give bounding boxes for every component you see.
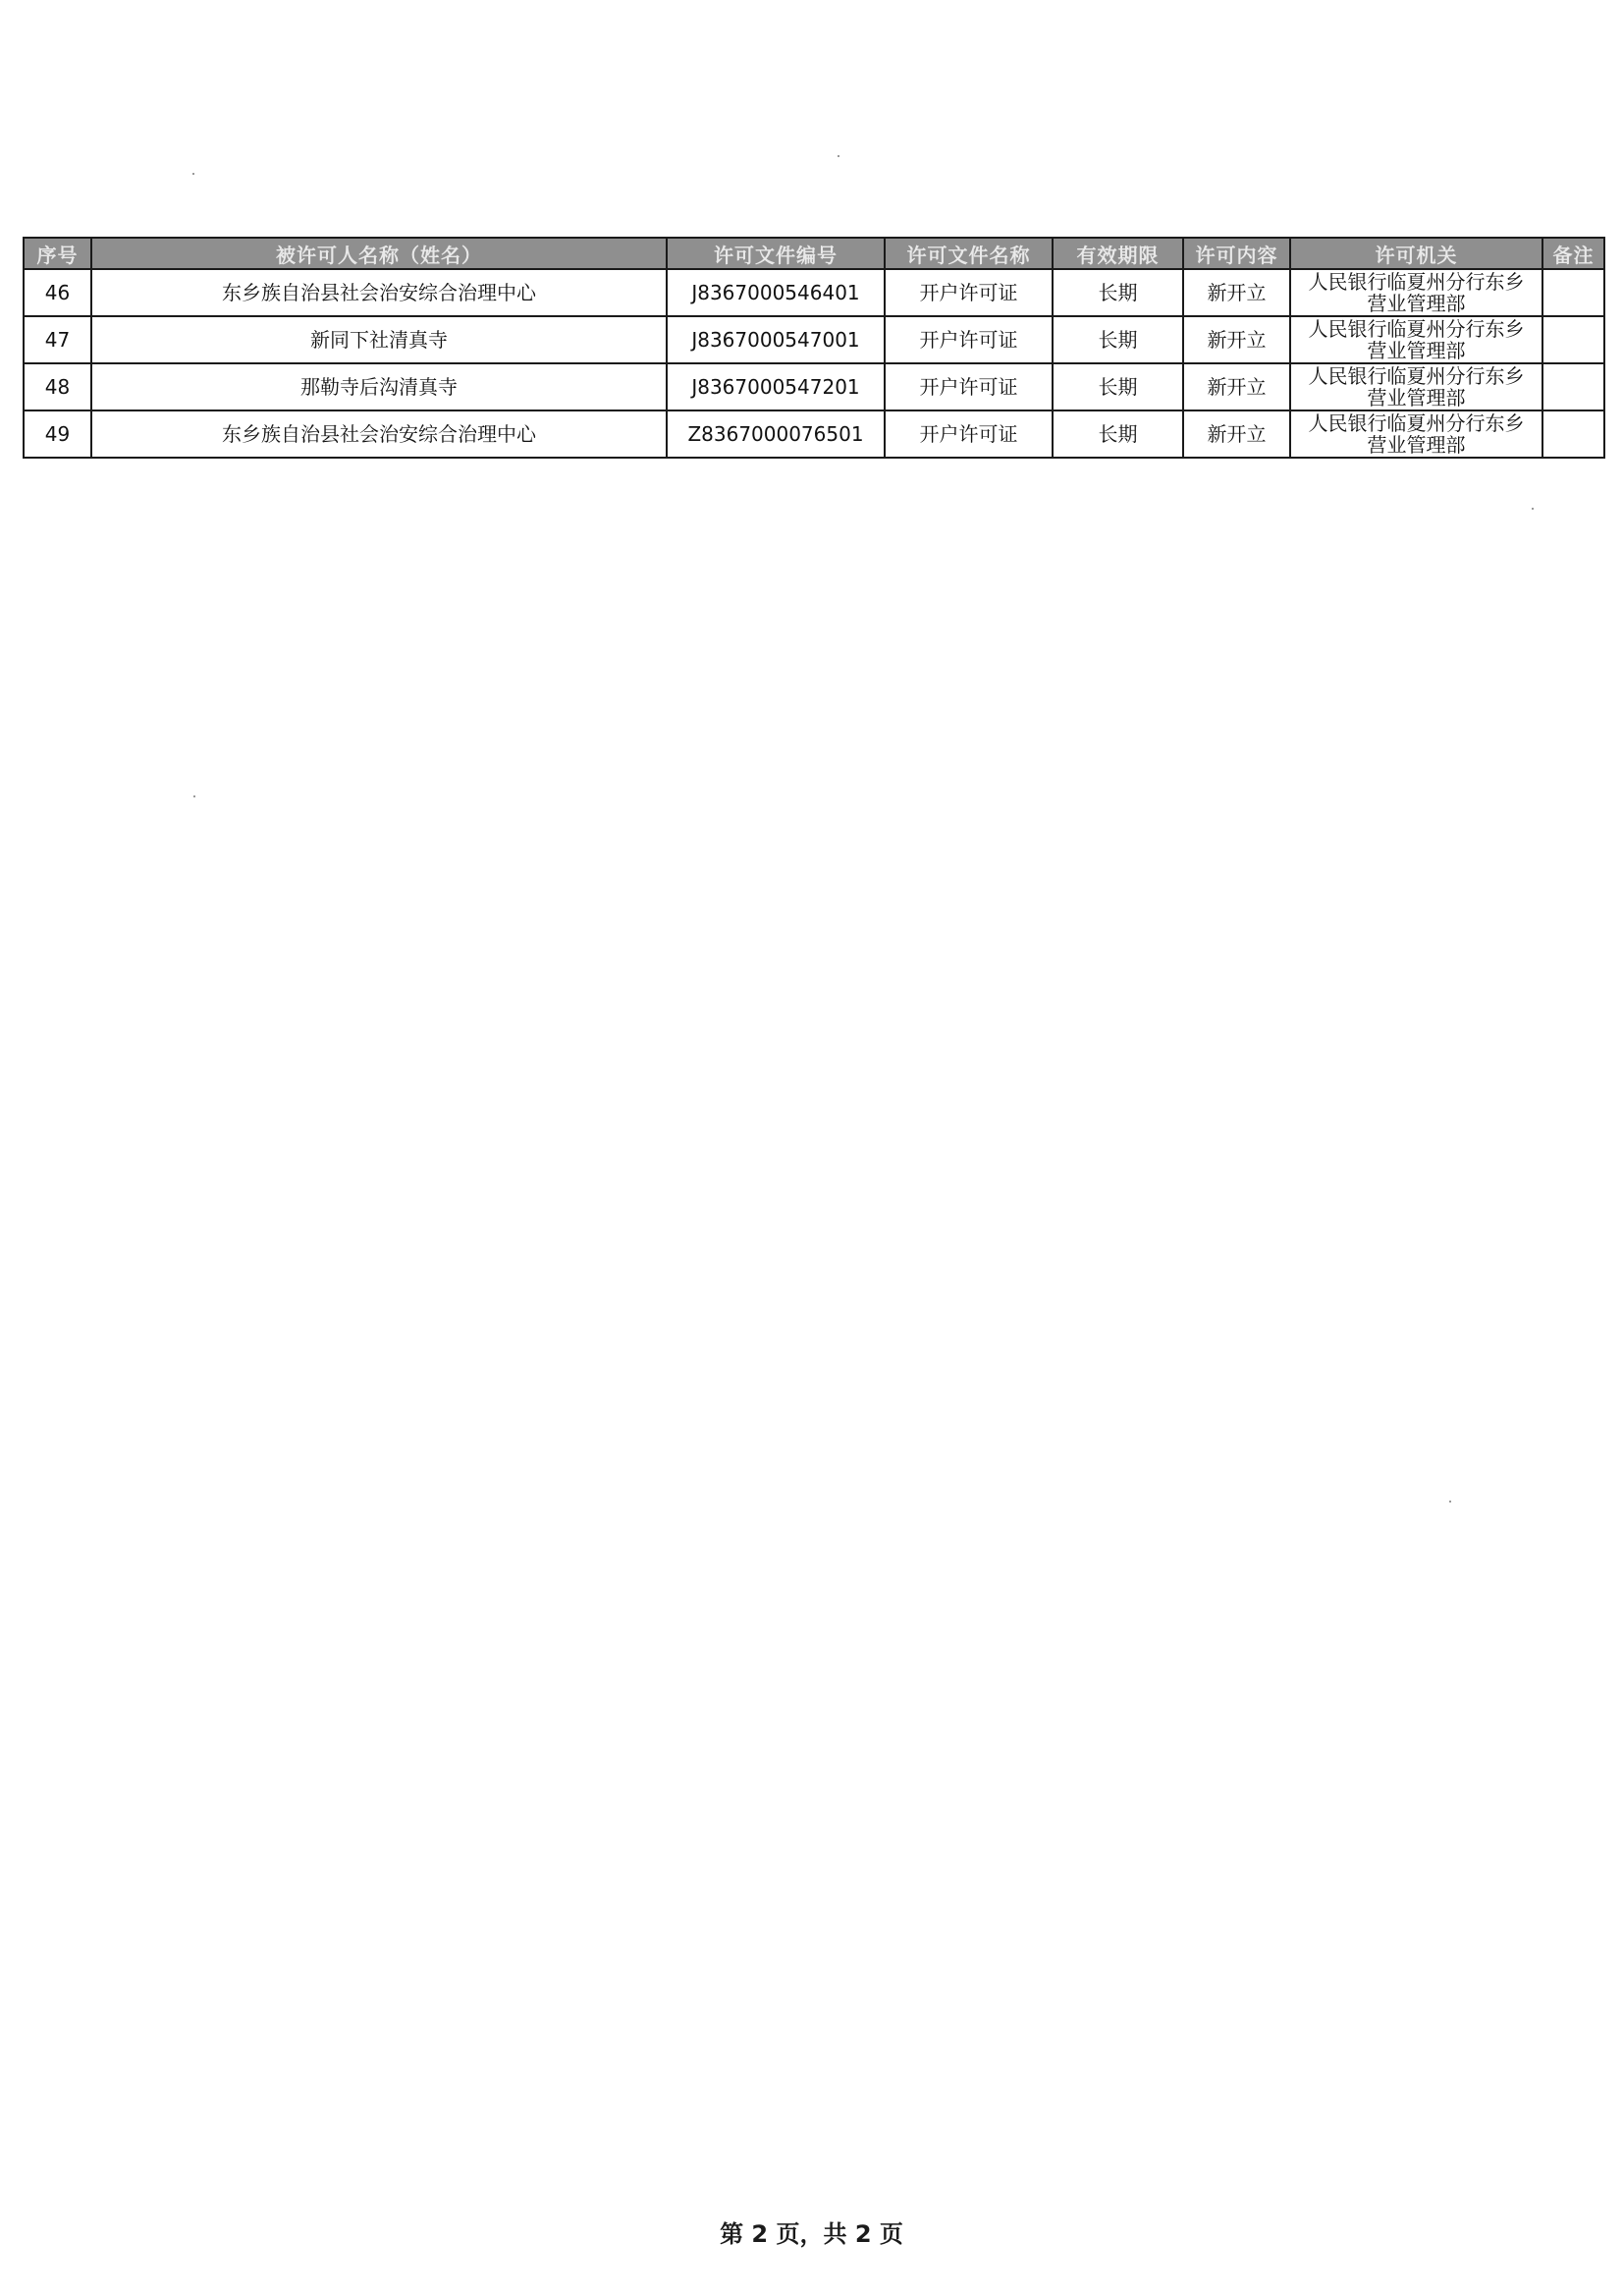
authority-line-2: 营业管理部: [1367, 339, 1466, 362]
header-content: 许可内容: [1183, 238, 1290, 269]
header-doc-name: 许可文件名称: [885, 238, 1053, 269]
cell-remarks: [1542, 269, 1604, 316]
cell-content: 新开立: [1183, 410, 1290, 458]
table-row: [24, 410, 1604, 458]
cell-validity: 长期: [1053, 269, 1183, 316]
cell-doc-name: 开户许可证: [885, 410, 1053, 458]
cell-seq: 48: [24, 363, 91, 410]
authority-line-1: 人民银行临夏州分行东乡: [1308, 411, 1525, 435]
cell-doc-name: 开户许可证: [885, 269, 1053, 316]
cell-validity: 长期: [1053, 316, 1183, 363]
header-row: [24, 238, 1604, 269]
authority-line-2: 营业管理部: [1367, 433, 1466, 457]
header-remarks: 备注: [1542, 238, 1604, 269]
cell-validity: 长期: [1053, 363, 1183, 410]
cell-doc-no: J8367000546401: [667, 269, 885, 316]
table-header: [24, 238, 1604, 269]
cell-remarks: [1542, 316, 1604, 363]
cell-remarks: [1542, 363, 1604, 410]
table-row: [24, 269, 1604, 316]
cell-seq: 49: [24, 410, 91, 458]
cell-licensee: 东乡族自治县社会治安综合治理中心: [91, 269, 667, 316]
cell-validity: 长期: [1053, 410, 1183, 458]
authority-line-2: 营业管理部: [1367, 292, 1466, 315]
page-number: 第 2 页，共 2 页: [720, 2220, 903, 2248]
table-body: [24, 269, 1604, 458]
page-footer: [0, 2214, 1623, 2249]
header-authority: 许可机关: [1290, 238, 1542, 269]
cell-doc-no: J8367000547001: [667, 316, 885, 363]
cell-licensee: 那勒寺后沟清真寺: [91, 363, 667, 410]
cell-authority: [1290, 410, 1542, 458]
authority-line-2: 营业管理部: [1367, 386, 1466, 410]
table-row: [24, 363, 1604, 410]
cell-authority: [1290, 363, 1542, 410]
header-validity: 有效期限: [1053, 238, 1183, 269]
cell-seq: 47: [24, 316, 91, 363]
authority-line-1: 人民银行临夏州分行东乡: [1308, 317, 1525, 341]
cell-doc-name: 开户许可证: [885, 363, 1053, 410]
cell-doc-no: J8367000547201: [667, 363, 885, 410]
cell-seq: 46: [24, 269, 91, 316]
authority-line-1: 人民银行临夏州分行东乡: [1308, 364, 1525, 388]
permit-table: [23, 237, 1605, 459]
cell-authority: [1290, 316, 1542, 363]
cell-doc-no: Z8367000076501: [667, 410, 885, 458]
authority-line-1: 人民银行临夏州分行东乡: [1308, 270, 1525, 294]
cell-authority: [1290, 269, 1542, 316]
cell-content: 新开立: [1183, 269, 1290, 316]
header-doc-no: 许可文件编号: [667, 238, 885, 269]
cell-content: 新开立: [1183, 363, 1290, 410]
cell-remarks: [1542, 410, 1604, 458]
scan-speck: [1449, 1501, 1451, 1503]
scan-speck: [1532, 508, 1534, 510]
scan-speck: [838, 155, 839, 157]
cell-content: 新开立: [1183, 316, 1290, 363]
cell-licensee: 东乡族自治县社会治安综合治理中心: [91, 410, 667, 458]
header-licensee: 被许可人名称（姓名）: [91, 238, 667, 269]
cell-doc-name: 开户许可证: [885, 316, 1053, 363]
header-seq: 序号: [24, 238, 91, 269]
cell-licensee: 新同下社清真寺: [91, 316, 667, 363]
scan-speck: [192, 173, 194, 175]
table-row: [24, 316, 1604, 363]
scan-speck: [193, 795, 195, 797]
